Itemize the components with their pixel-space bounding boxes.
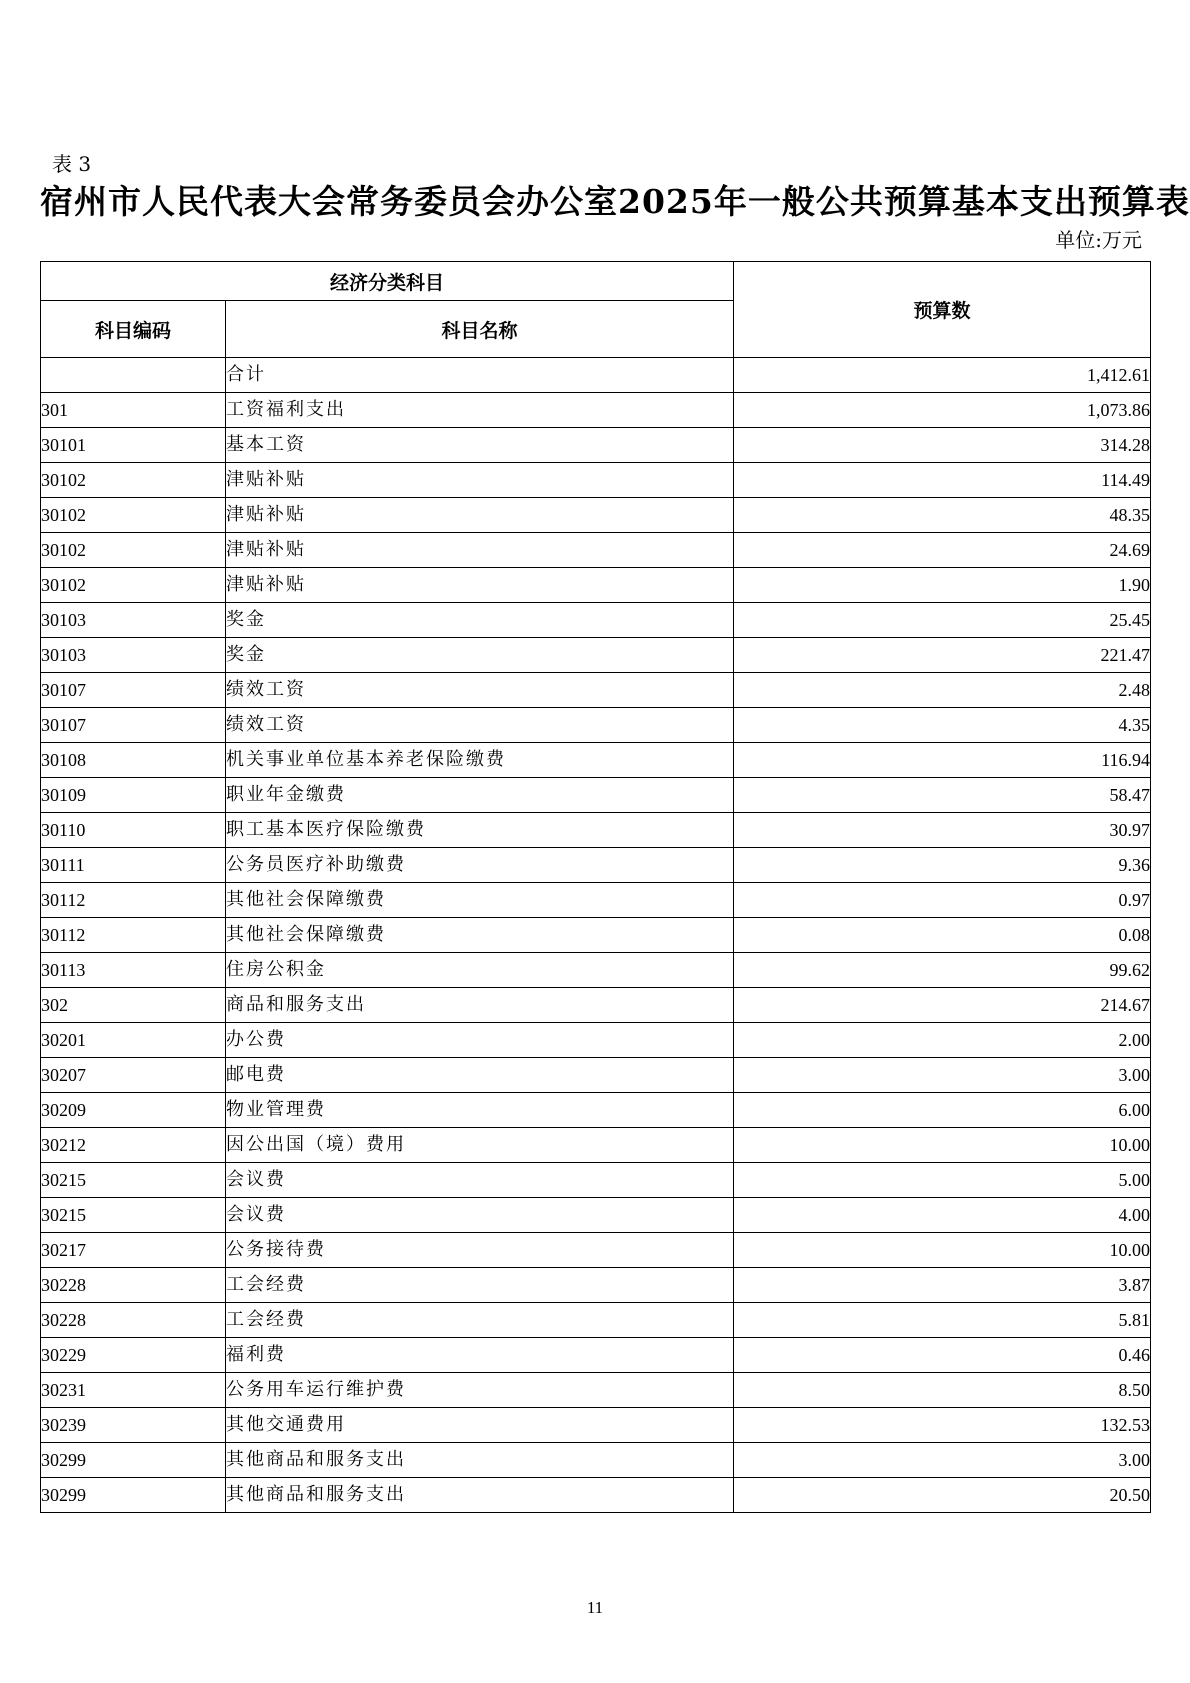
table-row	[41, 1198, 1151, 1233]
cell-name: 福利费	[226, 1338, 734, 1373]
table-row	[41, 1478, 1151, 1513]
cell-name: 合计	[226, 358, 734, 393]
cell-amount: 1,412.61	[734, 358, 1151, 393]
cell-amount: 5.81	[734, 1303, 1151, 1338]
table-row	[41, 638, 1151, 673]
cell-code: 301	[41, 393, 226, 428]
cell-code: 30103	[41, 638, 226, 673]
header-code: 科目编码	[41, 301, 226, 358]
cell-amount: 5.00	[734, 1163, 1151, 1198]
cell-code: 30299	[41, 1478, 226, 1513]
cell-code	[41, 358, 226, 393]
table-row	[41, 533, 1151, 568]
cell-amount: 10.00	[734, 1233, 1151, 1268]
cell-amount: 221.47	[734, 638, 1151, 673]
cell-amount: 0.46	[734, 1338, 1151, 1373]
cell-code: 30103	[41, 603, 226, 638]
table-row	[41, 1373, 1151, 1408]
cell-amount: 9.36	[734, 848, 1151, 883]
cell-code: 30215	[41, 1163, 226, 1198]
table-row	[41, 1233, 1151, 1268]
cell-name: 津贴补贴	[226, 498, 734, 533]
header-econ-class: 经济分类科目	[41, 262, 734, 301]
table-row	[41, 988, 1151, 1023]
cell-amount: 314.28	[734, 428, 1151, 463]
table-body	[41, 358, 1151, 1513]
cell-name: 津贴补贴	[226, 533, 734, 568]
table-row	[41, 498, 1151, 533]
table-row	[41, 1093, 1151, 1128]
cell-amount: 24.69	[734, 533, 1151, 568]
cell-amount: 4.00	[734, 1198, 1151, 1233]
cell-name: 邮电费	[226, 1058, 734, 1093]
cell-name: 奖金	[226, 638, 734, 673]
cell-code: 30109	[41, 778, 226, 813]
cell-code: 30207	[41, 1058, 226, 1093]
cell-name: 其他交通费用	[226, 1408, 734, 1443]
cell-code: 30113	[41, 953, 226, 988]
cell-amount: 214.67	[734, 988, 1151, 1023]
header-amount: 预算数	[734, 262, 1151, 358]
cell-name: 住房公积金	[226, 953, 734, 988]
cell-amount: 1,073.86	[734, 393, 1151, 428]
cell-code: 30112	[41, 918, 226, 953]
cell-name: 物业管理费	[226, 1093, 734, 1128]
cell-name: 基本工资	[226, 428, 734, 463]
cell-code: 30110	[41, 813, 226, 848]
cell-name: 机关事业单位基本养老保险缴费	[226, 743, 734, 778]
cell-code: 30201	[41, 1023, 226, 1058]
cell-name: 其他社会保障缴费	[226, 883, 734, 918]
cell-code: 30215	[41, 1198, 226, 1233]
table-row	[41, 1163, 1151, 1198]
cell-name: 津贴补贴	[226, 463, 734, 498]
cell-amount: 30.97	[734, 813, 1151, 848]
table-row	[41, 848, 1151, 883]
table-row	[41, 1338, 1151, 1373]
cell-code: 30112	[41, 883, 226, 918]
cell-amount: 0.97	[734, 883, 1151, 918]
table-row	[41, 813, 1151, 848]
cell-code: 30107	[41, 708, 226, 743]
table-row	[41, 428, 1151, 463]
cell-name: 办公费	[226, 1023, 734, 1058]
cell-amount: 2.00	[734, 1023, 1151, 1058]
cell-name: 公务员医疗补助缴费	[226, 848, 734, 883]
cell-amount: 4.35	[734, 708, 1151, 743]
table-row	[41, 918, 1151, 953]
table-row	[41, 393, 1151, 428]
cell-name: 绩效工资	[226, 673, 734, 708]
cell-amount: 10.00	[734, 1128, 1151, 1163]
cell-amount: 58.47	[734, 778, 1151, 813]
cell-amount: 48.35	[734, 498, 1151, 533]
table-row	[41, 1058, 1151, 1093]
cell-code: 30102	[41, 568, 226, 603]
table-row	[41, 953, 1151, 988]
cell-name: 商品和服务支出	[226, 988, 734, 1023]
cell-code: 30101	[41, 428, 226, 463]
table-row	[41, 1128, 1151, 1163]
cell-name: 会议费	[226, 1163, 734, 1198]
table-row	[41, 743, 1151, 778]
cell-code: 30111	[41, 848, 226, 883]
cell-amount: 2.48	[734, 673, 1151, 708]
table-row	[41, 1408, 1151, 1443]
cell-code: 302	[41, 988, 226, 1023]
cell-amount: 20.50	[734, 1478, 1151, 1513]
table-row	[41, 1303, 1151, 1338]
cell-code: 30299	[41, 1443, 226, 1478]
table-header	[41, 262, 1151, 358]
cell-code: 30228	[41, 1268, 226, 1303]
cell-amount: 1.90	[734, 568, 1151, 603]
cell-amount: 3.00	[734, 1058, 1151, 1093]
cell-name: 职工基本医疗保险缴费	[226, 813, 734, 848]
cell-amount: 6.00	[734, 1093, 1151, 1128]
cell-amount: 132.53	[734, 1408, 1151, 1443]
cell-code: 30108	[41, 743, 226, 778]
table-row	[41, 883, 1151, 918]
cell-code: 30231	[41, 1373, 226, 1408]
cell-code: 30239	[41, 1408, 226, 1443]
cell-amount: 8.50	[734, 1373, 1151, 1408]
cell-code: 30229	[41, 1338, 226, 1373]
table-row	[41, 1023, 1151, 1058]
table-row	[41, 603, 1151, 638]
cell-name: 会议费	[226, 1198, 734, 1233]
cell-name: 工会经费	[226, 1268, 734, 1303]
cell-code: 30102	[41, 498, 226, 533]
cell-name: 因公出国（境）费用	[226, 1128, 734, 1163]
cell-name: 公务接待费	[226, 1233, 734, 1268]
cell-name: 工会经费	[226, 1303, 734, 1338]
cell-amount: 116.94	[734, 743, 1151, 778]
unit-label: 单位:万元	[1055, 228, 1142, 252]
cell-amount: 0.08	[734, 918, 1151, 953]
page-number: 11	[586, 1598, 604, 1617]
cell-name: 其他社会保障缴费	[226, 918, 734, 953]
table-row	[41, 1268, 1151, 1303]
table-row	[41, 568, 1151, 603]
cell-name: 绩效工资	[226, 708, 734, 743]
table-row	[41, 1443, 1151, 1478]
cell-amount: 114.49	[734, 463, 1151, 498]
cell-amount: 25.45	[734, 603, 1151, 638]
cell-name: 其他商品和服务支出	[226, 1478, 734, 1513]
table-row	[41, 673, 1151, 708]
table-label: 表 3	[52, 152, 92, 176]
cell-code: 30102	[41, 463, 226, 498]
cell-code: 30209	[41, 1093, 226, 1128]
cell-code: 30107	[41, 673, 226, 708]
page-title: 宿州市人民代表大会常务委员会办公室2025年一般公共预算基本支出预算表	[40, 182, 1190, 221]
cell-name: 其他商品和服务支出	[226, 1443, 734, 1478]
header-name: 科目名称	[226, 301, 734, 358]
cell-name: 工资福利支出	[226, 393, 734, 428]
cell-code: 30212	[41, 1128, 226, 1163]
cell-name: 津贴补贴	[226, 568, 734, 603]
cell-name: 奖金	[226, 603, 734, 638]
cell-amount: 3.00	[734, 1443, 1151, 1478]
cell-code: 30102	[41, 533, 226, 568]
budget-table	[40, 261, 1151, 1513]
table-row	[41, 358, 1151, 393]
cell-code: 30217	[41, 1233, 226, 1268]
cell-name: 公务用车运行维护费	[226, 1373, 734, 1408]
cell-amount: 3.87	[734, 1268, 1151, 1303]
table-row	[41, 708, 1151, 743]
cell-code: 30228	[41, 1303, 226, 1338]
cell-amount: 99.62	[734, 953, 1151, 988]
table-row	[41, 778, 1151, 813]
cell-name: 职业年金缴费	[226, 778, 734, 813]
table-row	[41, 463, 1151, 498]
